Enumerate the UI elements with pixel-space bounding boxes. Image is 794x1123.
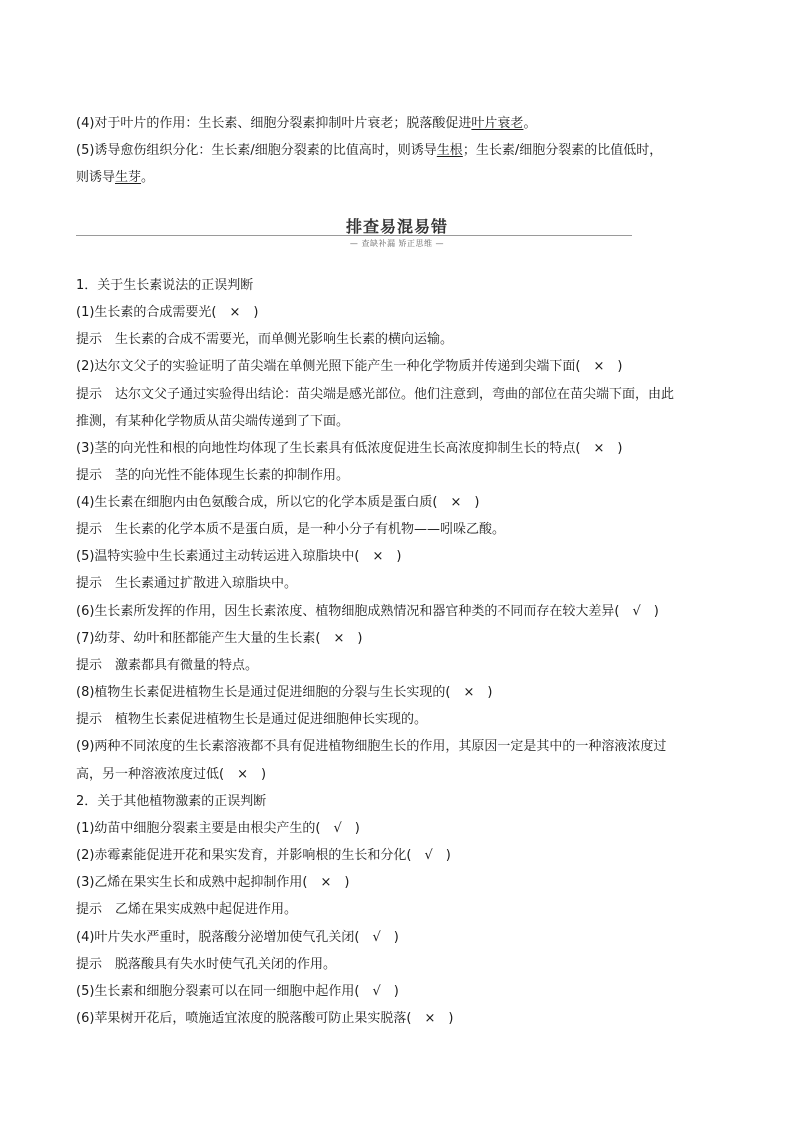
intro-item-5-text-3: 则诱导 bbox=[76, 170, 116, 185]
judgment-item: (6)生长素所发挥的作用，因生长素浓度、植物细胞成熟情况和器官种类的不同而存在较大差异( √ ) bbox=[76, 604, 659, 619]
hint-line: 提示 生长素通过扩散进入琼脂块中。 bbox=[76, 576, 298, 591]
judgment-item: (4)生长素在细胞内由色氨酸合成，所以它的化学本质是蛋白质( × ) bbox=[76, 495, 480, 510]
judgment-item: (6)苹果树开花后，喷施适宜浓度的脱落酸可防止果实脱落( × ) bbox=[76, 1011, 454, 1026]
hint-line: 提示 达尔文父子通过实验得出结论：苗尖端是感光部位。他们注意到，弯曲的部位在苗尖端下面，由此 bbox=[76, 387, 675, 402]
intro-item-5-line1 bbox=[76, 142, 726, 160]
hint-line: 推测，有某种化学物质从苗尖端传递到了下面。 bbox=[76, 414, 350, 429]
judgment-item: (4)叶片失水严重时，脱落酸分泌增加使气孔关闭( √ ) bbox=[76, 930, 399, 945]
hint-line: 提示 生长素的化学本质不是蛋白质，是一种小分子有机物——吲哚乙酸。 bbox=[76, 522, 506, 537]
intro-item-4-text: (4)对于叶片的作用：生长素、细胞分裂素抑制叶片衰老；脱落酸促进 bbox=[76, 116, 472, 131]
intro-item-5-text-2: ；生长素/细胞分裂素的比值低时， bbox=[462, 143, 663, 158]
judgment-item: (3)茎的向光性和根的向地性均体现了生长素具有低浓度促进生长高浓度抑制生长的特点( × ) bbox=[76, 441, 623, 456]
hint-line: 提示 乙烯在果实成熟中起促进作用。 bbox=[76, 902, 298, 917]
judgment-item: (8)植物生长素促进植物生长是通过促进细胞的分裂与生长实现的( × ) bbox=[76, 685, 493, 700]
intro-item-4-underlined: 叶片衰老 bbox=[471, 116, 524, 131]
intro-item-5-line2 bbox=[76, 169, 726, 187]
section-banner-title: 排查易混易错 bbox=[345, 217, 448, 236]
hint-line: 提示 生长素的合成不需要光，而单侧光影响生长素的横向运输。 bbox=[76, 332, 454, 347]
judgment-item: (9)两种不同浓度的生长素溶液都不具有促进植物细胞生长的作用，其原因一定是其中的一种溶液浓度过 bbox=[76, 739, 667, 754]
intro-item-5-text: (5)诱导愈伤组织分化：生长素/细胞分裂素的比值高时，则诱导 bbox=[76, 143, 437, 158]
hint-line: 提示 植物生长素促进植物生长是通过促进细胞伸长实现的。 bbox=[76, 712, 428, 727]
intro-item-5-underlined-2: 生芽 bbox=[115, 170, 142, 185]
intro-item-5-suffix: 。 bbox=[141, 170, 155, 185]
judgment-item: (5)温特实验中生长素通过主动转运进入琼脂块中( × ) bbox=[76, 549, 402, 564]
judgment-item: (7)幼芽、幼叶和胚都能产生大量的生长素( × ) bbox=[76, 631, 363, 646]
section-1-heading: 1．关于生长素说法的正误判断 bbox=[76, 278, 254, 293]
intro-item-4-suffix: 。 bbox=[523, 116, 537, 131]
judgment-item: (5)生长素和细胞分裂素可以在同一细胞中起作用( √ ) bbox=[76, 984, 399, 999]
section-banner-rule bbox=[76, 235, 632, 236]
section-banner-subtitle: — 查缺补漏 矫正思维 — bbox=[349, 239, 445, 248]
section-2-heading: 2．关于其他植物激素的正误判断 bbox=[76, 794, 267, 809]
judgment-item: (1)生长素的合成需要光( × ) bbox=[76, 305, 259, 320]
hint-line: 提示 茎的向光性不能体现生长素的抑制作用。 bbox=[76, 468, 350, 483]
judgment-item: (3)乙烯在果实生长和成熟中起抑制作用( × ) bbox=[76, 875, 350, 890]
judgment-item: (2)赤霉素能促进开花和果实发育，并影响根的生长和分化( √ ) bbox=[76, 848, 451, 863]
hint-line: 提示 脱落酸具有失水时使气孔关闭的作用。 bbox=[76, 957, 337, 972]
hint-line: 提示 激素都具有微量的特点。 bbox=[76, 658, 259, 673]
judgment-item: (2)达尔文父子的实验证明了苗尖端在单侧光照下能产生一种化学物质并传递到尖端下面( × ) bbox=[76, 359, 623, 374]
judgment-item-continued: 高，另一种溶液浓度过低( × ) bbox=[76, 767, 267, 782]
judgment-item: (1)幼苗中细胞分裂素主要是由根尖产生的( √ ) bbox=[76, 821, 360, 836]
intro-item-4 bbox=[76, 115, 726, 133]
intro-item-5-underlined-1: 生根 bbox=[436, 143, 463, 158]
